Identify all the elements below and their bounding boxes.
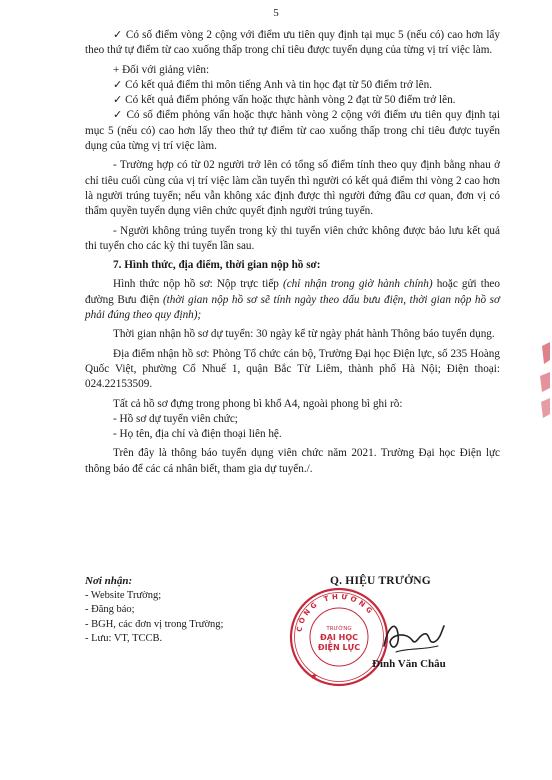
section-heading-7: 7. Hình thức, địa điểm, thời gian nộp hồ sơ: xyxy=(113,259,321,272)
document-body xyxy=(85,28,500,477)
paragraph-english-it: ✓ Có kết quả điểm thi môn tiếng Anh và tin học đạt từ 50 điểm trở lên. xyxy=(113,78,433,91)
paragraph-lecturer-criteria-prev: ✓ Có số điểm vòng 2 cộng với điểm ưu tiên quy định tại mục 5 (nếu có) cao hơn lấy theo thứ tự điểm từ cao xuống thấp trong chỉ tiêu được tuyển dụng của từng vị trí việc làm. xyxy=(85,29,500,57)
seal-line-2: ĐẠI HỌC xyxy=(319,633,359,642)
recipient-item: - Lưu: VT, TCCB. xyxy=(85,633,163,644)
seal-ring-text: CÔNG THƯƠNG xyxy=(295,592,376,633)
page-number: 5 xyxy=(273,7,279,19)
paragraph-closing: Trên đây là thông báo tuyển dụng viên chức năm 2021. Trường Đại học Điện lực thông báo để các cá nhân biết, tham gia dự tuyển./. xyxy=(85,447,500,475)
paragraph-interview-score: ✓ Có kết quả điểm phỏng vấn hoặc thực hành vòng 2 đạt từ 50 điểm trở lên. xyxy=(113,94,456,107)
recipients-block xyxy=(85,574,223,647)
signer-title: Q. HIỆU TRƯỞNG xyxy=(330,575,431,587)
recipient-item: - Website Trường; xyxy=(85,589,162,601)
paragraph-no-reserve: - Người không trúng tuyển trong kỳ thi tuyển viên chức không được bảo lưu kết quả thi tuyển cho các kỳ thi tuyển lần sau. xyxy=(85,224,500,252)
recipient-item: - BGH, các đơn vị trong Trường; xyxy=(85,618,224,630)
paragraph-submission-time: Thời gian nhận hồ sơ dự tuyển: 30 ngày kể từ ngày phát hành Thông báo tuyển dụng. xyxy=(113,328,495,341)
paragraph-envelope-item-2: - Họ tên, địa chỉ và điện thoại liên hệ. xyxy=(113,428,282,441)
handwritten-signature xyxy=(378,612,448,660)
signer-name: Đinh Văn Châu xyxy=(372,658,446,670)
paragraph-envelope-item-1: - Hồ sơ dự tuyển viên chức; xyxy=(113,412,238,425)
paragraph-submission-place: Địa điểm nhận hồ sơ: Phòng Tổ chức cán bộ, Trường Đại học Điện lực, số 235 Hoàng Quốc Việt, phường Cổ Nhuế 1, quận Bắc Từ Liêm, thành phố Hà Nội; Điện thoại: 024.22153509. xyxy=(85,347,500,391)
seal-line-1: TRƯỜNG xyxy=(326,626,352,632)
paragraph-lecturer-heading: + Đối với giảng viên: xyxy=(113,63,210,76)
seal-line-3: ĐIỆN LỰC xyxy=(317,643,361,652)
recipient-item: - Đăng báo; xyxy=(85,604,135,615)
adjacent-page-edge-mark xyxy=(538,340,552,430)
paragraph-submission-form: Hình thức nộp hồ sơ: Nộp trực tiếp (chỉ nhận trong giờ hành chính) hoặc gửi theo đường Bưu điện (thời gian nộp hồ sơ sẽ tính ngày theo dấu bưu điện, thời gian nộp hồ sơ phải đúng theo quy định); xyxy=(85,278,500,322)
seal-star-icon: ★ xyxy=(310,672,319,682)
paragraph-tie-break: - Trường hợp có từ 02 người trở lên có tổng số điểm tính theo quy định bằng nhau ở chỉ tiêu cuối cùng của vị trí việc làm cần tuyển thì người có kết quả điểm thi vòng 2 cao hơn là người trúng tuyển; nếu vẫn không xác định được thì người đứng đầu cơ quan, đơn vị có thẩm quyền tuyển dụng viên chức quyết định người trúng tuyển. xyxy=(85,159,500,218)
paragraph-envelope: Tất cả hồ sơ đựng trong phong bì khổ A4, ngoài phong bì ghi rõ: xyxy=(113,397,403,410)
official-seal xyxy=(288,586,390,688)
paragraph-priority-score: ✓ Có số điểm phỏng vấn hoặc thực hành vòng 2 cộng với điểm ưu tiên quy định tại mục 5 (nếu có) cao hơn lấy theo thứ tự điểm từ cao xuống thấp trong chỉ tiêu được tuyển dụng của từng vị trí việc làm. xyxy=(85,109,500,153)
recipients-title: Nơi nhận: xyxy=(85,575,133,587)
